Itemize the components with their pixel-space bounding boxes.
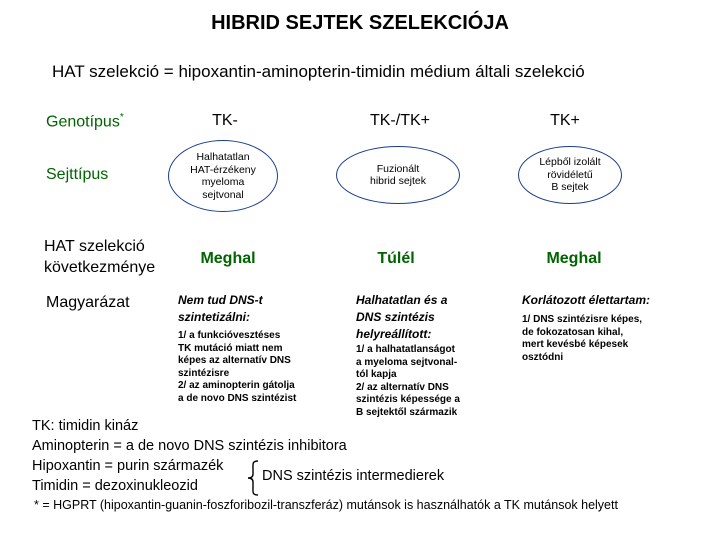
note-tk: TK: timidin kináz [32,418,139,434]
curly-brace-icon [246,460,260,496]
note-aminopterin: Aminopterin = a de novo DNS szintézis inhibitora [32,438,347,454]
explanation-title-tk-plus: Korlátozott élettartam: [522,293,651,307]
column-header-tk-plus: TK+ [550,112,580,129]
result-tk-hybrid: Túlél [377,250,415,267]
page-title: HIBRID SEJTEK SZELEKCIÓJA [211,12,509,34]
row-label-celltype: Sejttípus [46,166,109,183]
genotype-asterisk: * [119,112,124,123]
cell-bcell-label: Lépből izolált rövidéletű B sejtek [539,156,601,194]
genotype-label: Genotípus [46,113,120,131]
explanation-body-tk-minus: 1/ a funkcióvesztéses TK mutáció miatt nem képes az alternatív DNS szintézisre 2/ az aminopterin gátolja a de novo DNS szintézist [178,330,297,404]
footnote: * = HGPRT (hipoxantin-guanin-foszforibozil-transzferáz) mutánsok is használhatók a TK mutánsok helyett [34,498,618,512]
note-hypoxanthine: Hipoxantin = purin származék [32,458,224,474]
cell-bcell-oval [518,146,622,204]
cell-hybrid-label: Fuzionált hibrid sejtek [369,162,427,187]
cell-myeloma-oval [168,140,278,212]
column-header-tk-hybrid: TK-/TK+ [369,112,430,129]
column-header-tk-minus: TK- [212,112,238,129]
explanation-title-tk-minus: Nem tud DNS-t szintetizálni: [178,293,263,324]
cell-hybrid-oval [336,146,460,204]
result-tk-minus: Meghal [200,250,256,267]
row-label-genotype [46,112,124,131]
cell-myeloma-label: Halhatatlan HAT-érzékeny myeloma sejtvonal [190,151,256,201]
result-tk-plus: Meghal [546,250,602,267]
explanation-body-tk-hybrid: 1/ a halhatatlanságot a myeloma sejtvonal- tól kapja 2/ az alternatív DNS szintézis képessége a B sejtektől származik [356,344,460,418]
consequence-line2: következménye [44,259,156,276]
subtitle: HAT szelekció = hipoxantin-aminopterin-timidin médium általi szelekció [52,62,585,81]
note-thymidine: Timidin = dezoxinukleozid [32,478,198,494]
explanation-title-tk-hybrid: Halhatatlan és a DNS szintézis helyreállított: [356,293,448,341]
consequence-line1: HAT szelekció [44,238,145,255]
note-brace-label: DNS szintézis intermedierek [262,468,445,484]
row-label-explanation: Magyarázat [46,294,130,311]
explanation-body-tk-plus: 1/ DNS szintézisre képes, de fokozatosan kihal, mert kevésbé képesek osztódni [522,314,643,363]
row-label-consequence [44,236,155,278]
